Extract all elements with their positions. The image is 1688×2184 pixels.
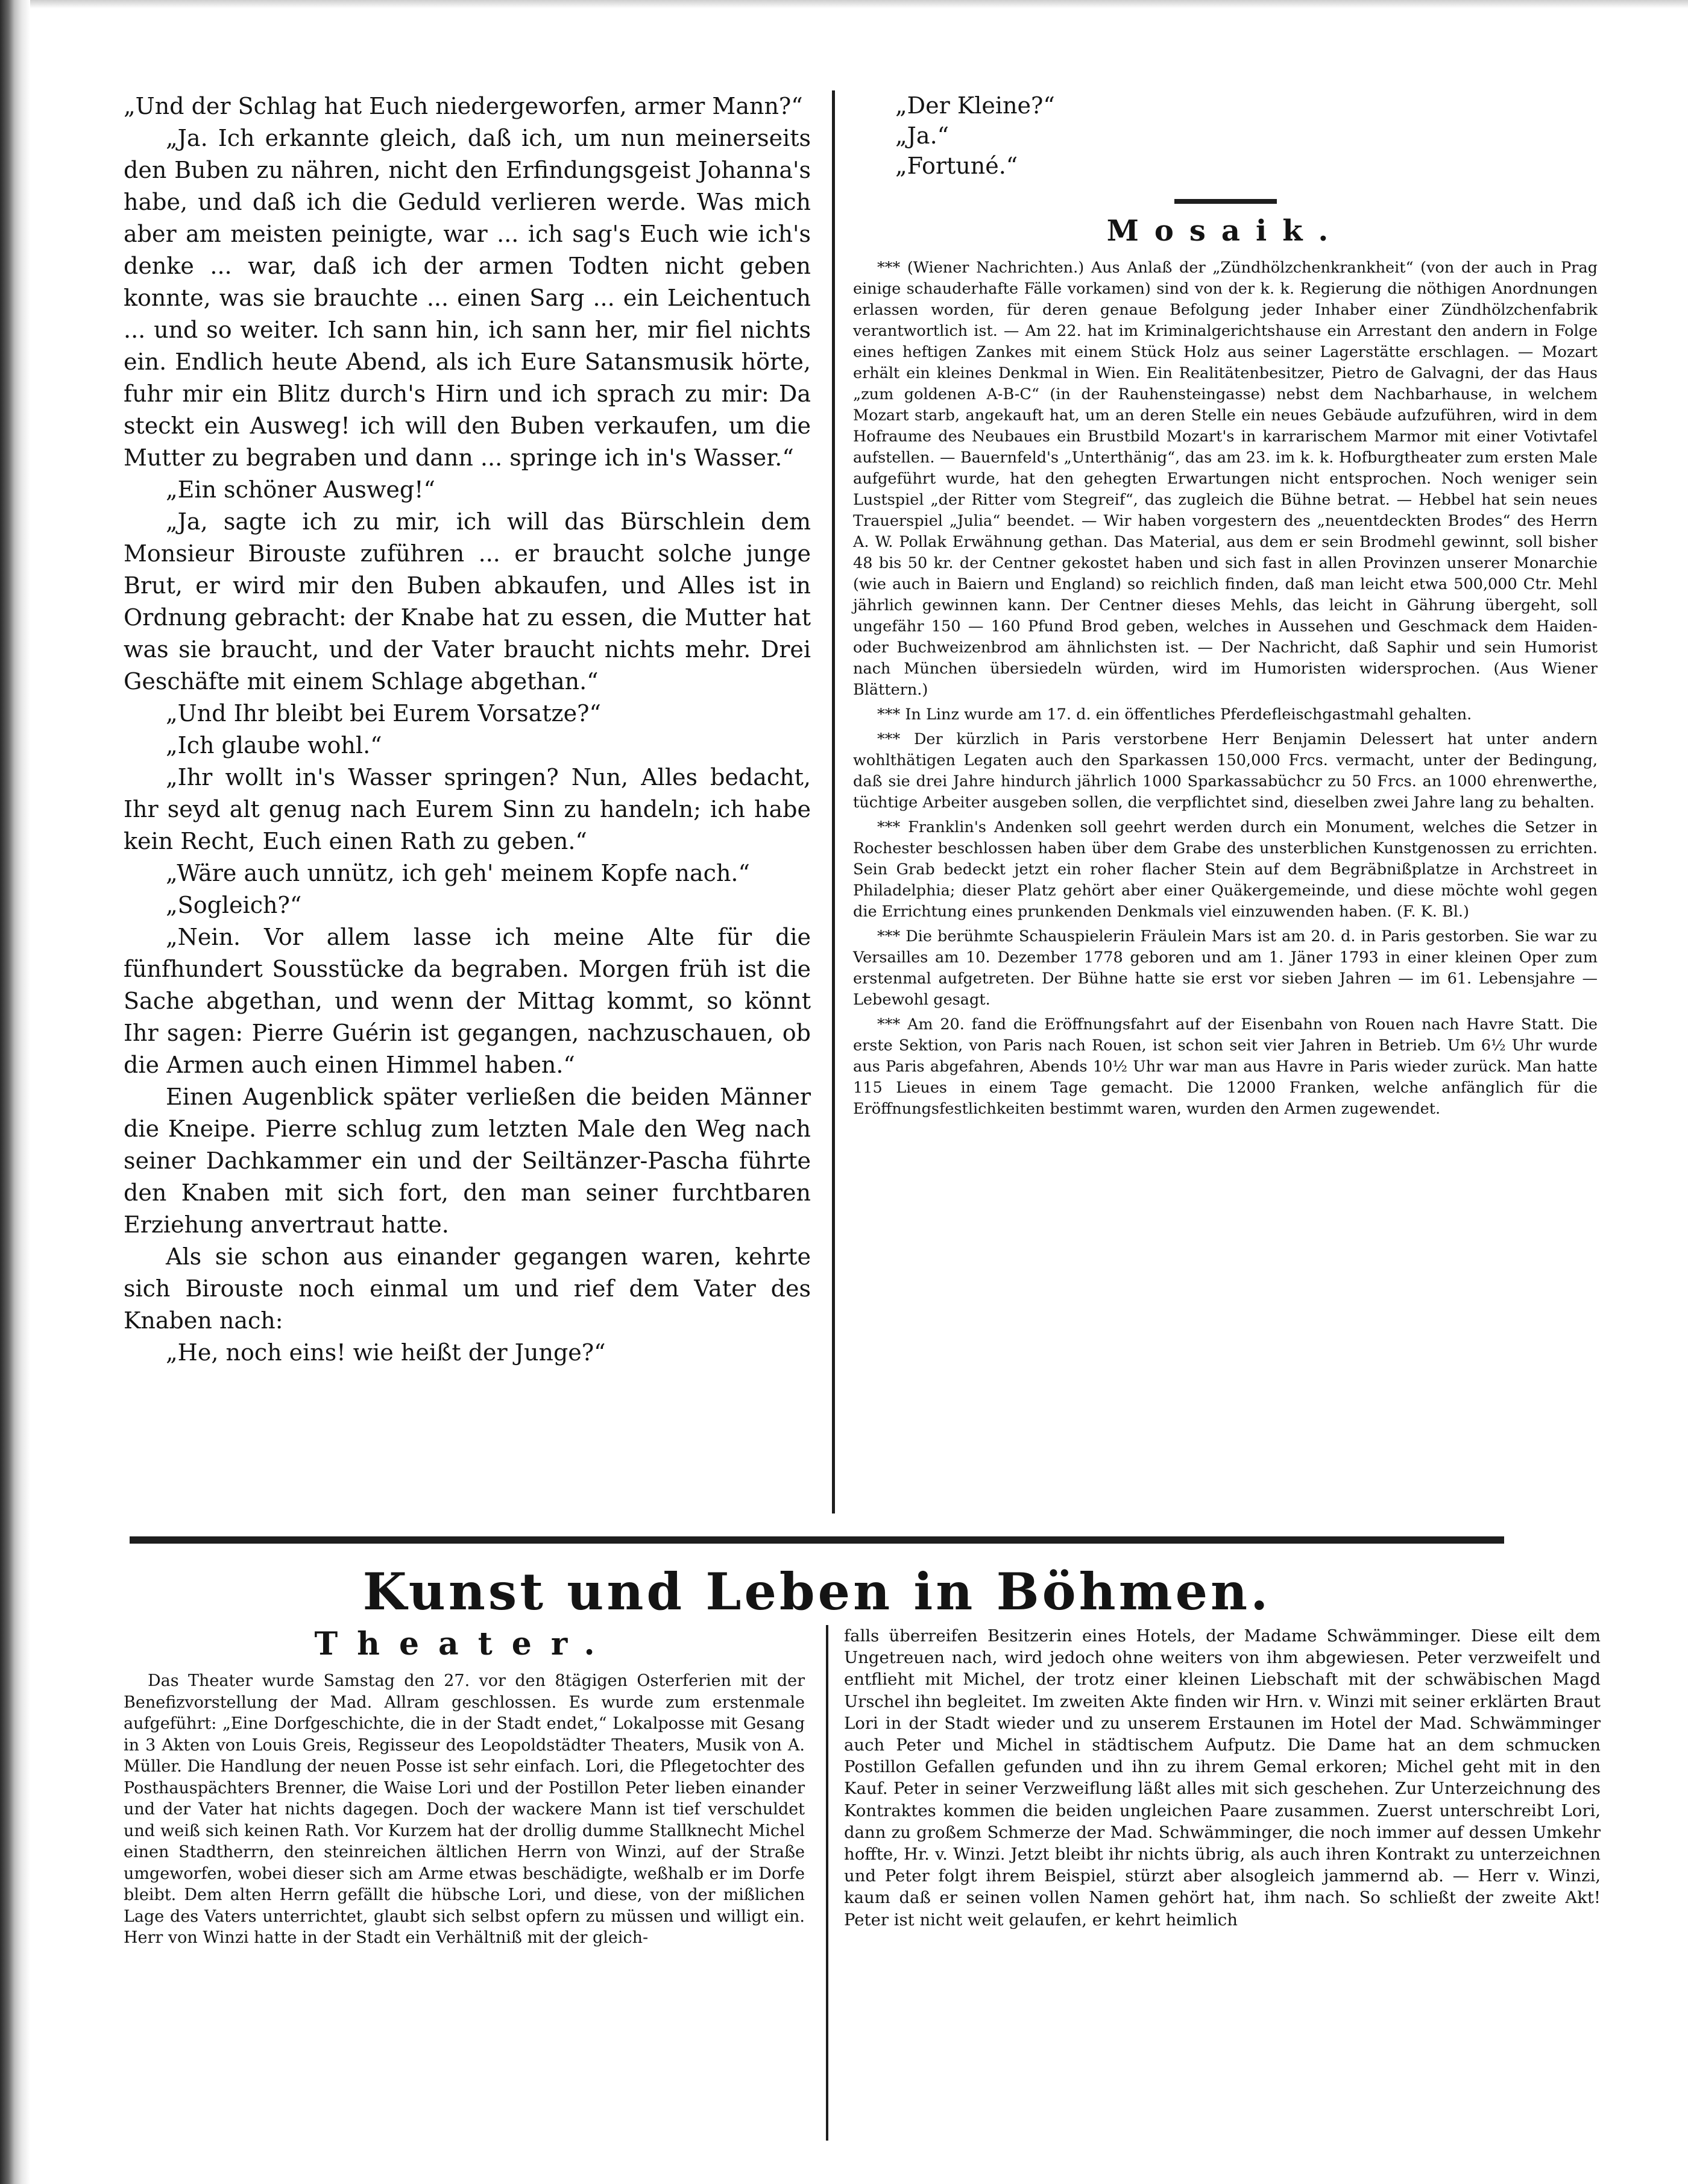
story-paragraph: „Ja, sagte ich zu mir, ich will das Bürschlein dem Monsieur Birouste zuführen ... er braucht solche junge Brut, er wird mir den Buben abkaufen, und Alles ist in Ordnung gebracht: der Knabe hat zu essen, die Mutter hat was sie braucht, und der Vater braucht nichts mehr. Drei Geschäfte mit einem Schlage abgethan.“ xyxy=(124,508,811,695)
review-text: falls überreifen Besitzerin eines Hotels, der Madame Schwämminger. Diese eilt dem Ungetreuen nach, wird jedoch ohne weiters von ihm abgewiesen. Peter verzweifelt und entflieht mit Michel, der trotz einer kleinen Liebschaft mit der schwäbischen Magd Urschel ihn begleitet. Im zweiten Akte finden wir Hrn. v. Winzi mit seiner erklärten Braut Lori in der Stadt wieder und zu unserem Erstaunen im Hotel der Mad. Schwämminger auch Peter und Michel in städtischem Aufputz. Die Dame hat an dem schmucken Postillon Gefallen gefunden und ihn zu ihrem Gemal erkoren; Michel geht mit in den Kauf. Peter in seiner Verzweiflung läßt alles mit sich geschehen. Zur Unterzeichnung des Kontraktes kommen die beiden ungleichen Paare zusammen. Zuerst unterschreibt Lori, dann zu großem Schmerze der Mad. Schwämminger, die noch immer auf dessen Umkehr hoffte, Hr. v. Winzi. Jetzt bleibt ihr nichts übrig, als auch ihren Kontrakt zu unterzeichnen und Peter folgt ihrem Beispiel, stürzt aber alsogleich jammernd ab. — Herr v. Winzi, kaum daß er seinen vollen Namen gehört hat, ihm nach. So schließt der zweite Akt! Peter ist nicht weit gelaufen, er kehrt heimlich xyxy=(844,1626,1601,1930)
dialog-line: „Fortuné.“ xyxy=(895,153,1018,179)
dialog-line: „Der Kleine?“ xyxy=(895,92,1055,119)
story-paragraph: „Ein schöner Ausweg!“ xyxy=(166,476,435,503)
section-separator xyxy=(1174,199,1277,204)
news-item: *** Der kürzlich in Paris verstorbene Herr Benjamin Delessert hat unter andern wohlthätigen Legaten auch den Sparkassen 150,000 Frcs. vermacht, unter der Bedingung, daß sie drei Jahre hindurch jährlich 1000 Sparkassabüchcr zu 50 Frcs. an 1000 ehrenwerthe, tüchtige Arbeiter ausgeben sollen, die verpflichtet sind, dieselben zwei Jahre lang zu behalten. xyxy=(853,730,1598,812)
story-column xyxy=(124,90,811,1369)
story-paragraph: „He, noch eins! wie heißt der Junge?“ xyxy=(166,1339,606,1366)
newspaper-page xyxy=(124,90,1601,2141)
story-paragraph: Als sie schon aus einander gegangen waren, kehrte sich Birouste noch einmal um und rief dem Vater des Knaben nach: xyxy=(124,1243,811,1334)
story-paragraph: „Ihr wollt in's Wasser springen? Nun, Alles bedacht, Ihr seyd alt genug nach Eurem Sinn zu handeln; ich habe kein Recht, Euch einen Rath zu geben.“ xyxy=(124,764,811,854)
story-paragraph: „Sogleich?“ xyxy=(166,892,302,918)
story-paragraph: „Ja. Ich erkannte gleich, daß ich, um nun meinerseits den Buben zu nähren, nicht den Erfindungsgeist Johanna's habe, und daß ich die Geduld verlieren werde. Was mich aber am meisten peinigte, war ... ich sag's Euch wie ich's denke ... war, daß ich der armen Todten nicht geben konnte, was sie brauchte ... einen Sarg ... ein Leichentuch ... und so weiter. Ich sann hin, ich sann her, mir fiel nichts ein. Endlich heute Abend, als ich Eure Satansmusik hörte, fuhr mir ein Blitz durch's Hirn und ich sprach zu mir: Da steckt ein Ausweg! ich will den Buben verkaufen, um die Mutter zu begraben und dann ... springe ich in's Wasser.“ xyxy=(124,125,811,471)
mosaik-heading: Mosaik. xyxy=(1106,214,1344,248)
review-text: Das Theater wurde Samstag den 27. vor den 8tägigen Osterferien mit der Benefizvorstellung der Mad. Allram geschlossen. Es wurde zum erstenmale aufgeführt: „Eine Dorfgeschichte, die in der Stadt endet,“ Lokalposse mit Gesang in 3 Akten von Louis Greis, Regisseur des Leopoldstädter Theaters, Musik von A. Müller. Die Handlung der neuen Posse ist sehr einfach. Lori, die Pflegetochter des Posthauspächters Brenner, die Waise Lori und der Postillon Peter lieben einander und der Vater hat nichts dagegen. Doch der wackere Mann ist tief verschuldet und weiß sich keinen Rath. Vor Kurzem hat der drollig dumme Stallknecht Michel einen Stadtherrn, den steinreichen ältlichen Herrn von Winzi, auf der Straße umgeworfen, wobei dieser sich am Arme etwas beschädigte, weßhalb er im Dorfe bleibt. Dem alten Herrn gefällt die hübsche Lori, und diese, von der mißlichen Lage des Vaters unterrichtet, glaubt sich selbst opfern zu müssen und willigt ein. Herr von Winzi hatte in der Stadt ein Verhältniß mit der gleich- xyxy=(124,1671,805,1947)
section-title: Kunst und Leben in Böhmen. xyxy=(362,1562,1271,1621)
mosaik-column xyxy=(853,90,1598,1120)
section-rule xyxy=(130,1536,1504,1544)
news-item: *** Am 20. fand die Eröffnungsfahrt auf der Eisenbahn von Rouen nach Havre Statt. Die erste Sektion, von Paris nach Rouen, ist schon seit vier Jahren in Betrieb. Um 6½ Uhr wurde aus Paris abgefahren, Abends 10½ Uhr war man aus Havre in Paris wieder zurück. Man hatte 115 Lieues in einem Tage gemacht. Die 12000 Franken, welche anfänglich für die Eröffnungsfestlichkeiten bestimmt waren, wurden den Armen zugewendet. xyxy=(853,1015,1598,1118)
news-item: *** Franklin's Andenken soll geehrt werden durch ein Monument, welches die Setzer in Rochester beschlossen haben über dem Grabe des unsterblichen Kunstgenossen zu errichten. Sein Grab bedeckt jetzt ein roher flacher Stein auf dem Begräbnißplatze in Archstreet in Philadelphia; dieser Platz gehört aber einer Quäkergemeinde, und diese möchte wohl gegen die Errichtung eines prunkenden Denkmals viel einzuwenden haben. (F. K. Bl.) xyxy=(853,818,1598,921)
dialog-line: „Ja.“ xyxy=(895,122,950,149)
news-items xyxy=(853,257,1598,1120)
story-paragraph: „Wäre auch unnütz, ich geh' meinem Kopfe nach.“ xyxy=(166,860,750,886)
news-item: *** In Linz wurde am 17. d. ein öffentliches Pferdefleischgastmahl gehalten. xyxy=(877,705,1472,724)
news-item: *** (Wiener Nachrichten.) Aus Anlaß der „Zündhölzchenkrankheit“ (von der auch in Prag einige schauderhafte Fälle vorkamen) sind von der k. k. Regierung die nöthigen Anordnungen erlassen worden, für deren genaue Befolgung jeder Inhaber einer Zündhölzchenfabrik verantwortlich ist. — Am 22. hat im Kriminalgerichtshause ein Arrestant den andern in Folge eines heftigen Zankes mit einem Stück Holz aus seiner Lagerstätte erschlagen. — Mozart erhält ein kleines Denkmal in Wien. Ein Realitätenbesitzer, Pietro de Galvagni, der das Haus „zum goldenen A-B-C“ (in der Rauhensteingasse) nebst dem Nachbarhause, in welchem Mozart starb, angekauft hat, um an deren Stelle ein neues Gebäude aufzuführen, wird in dem Hofraume des Neubaues ein Brustbild Mozart's in karrarischem Marmor mit einer Votivtafel aufstellen. — Bauernfeld's „Unterthänig“, das am 23. im k. k. Hofburgtheater zum ersten Male aufgeführt wurde, hat den gehegten Erwartungen nicht entsprochen. Noch weniger sein Lustspiel „der Ritter vom Stegreif“, das zugleich die Bühne betrat. — Hebbel hat sein neues Trauerspiel „Julia“ beendet. — Wir haben vorgestern des „neuentdeckten Brodes“ des Herrn A. W. Pollak Erwähnung gethan. Das Material, aus dem er sein Brodmehl gewinnt, soll bisher 48 bis 50 kr. der Centner gekostet haben und sich fast in allen Provinzen unserer Monarchie (wie auch in Baiern und England) so reichlich finden, daß man leicht etwa 500,000 Ctr. Mehl jährlich gewinnen kann. Der Centner dieses Mehls, das leicht in Gährung übergeht, soll ungefähr 150 — 160 Pfund Brod geben, welches in Aussehen und Geschmack dem Haiden- oder Buchweizenbrod am ähnlichsten ist. — Der Nachricht, daß Saphir und sein Humorist nach München übersiedeln würden, wird im Humoristen widersprochen. (Aus Wiener Blättern.) xyxy=(853,259,1598,699)
theater-review-right xyxy=(844,1625,1601,1931)
story-paragraph: „Und Ihr bleibt bei Eurem Vorsatze?“ xyxy=(166,700,601,727)
story-ending xyxy=(853,90,1598,181)
story-paragraph: „Und der Schlag hat Euch niedergeworfen, armer Mann?“ xyxy=(124,93,803,119)
story-paragraph: „Ich glaube wohl.“ xyxy=(166,732,382,759)
scan-page-edge xyxy=(0,0,30,2184)
scan-top-edge xyxy=(30,0,1688,8)
news-item: *** Die berühmte Schauspielerin Fräulein Mars ist am 20. d. in Paris gestorben. Sie war zu Versailles am 10. Dezember 1778 geboren und am 1. Jäner 1793 in einer kleinen Oper zum erstenmal aufgetreten. Der Bühne hatte sie erst vor sieben Jahren — im 61. Lebensjahre — Lebewohl gesagt. xyxy=(853,927,1598,1009)
column-divider-bottom xyxy=(826,1625,828,2141)
theater-review-left xyxy=(124,1670,805,1949)
theater-heading: Theater. xyxy=(314,1626,614,1662)
story-paragraph: „Nein. Vor allem lasse ich meine Alte für die fünfhundert Sousstücke da begraben. Morgen früh ist die Sache abgethan, und wenn der Mittag kommt, so könnt Ihr sagen: Pierre Guérin ist gegangen, nachzuschauen, ob die Armen auch einen Himmel haben.“ xyxy=(124,924,811,1078)
story-paragraph: Einen Augenblick später verließen die beiden Männer die Kneipe. Pierre schlug zum letzten Male den Weg nach seiner Dachkammer ein und der Seiltänzer-Pascha führte den Knaben mit sich fort, den man seiner furchtbaren Erziehung anvertraut hatte. xyxy=(124,1084,811,1238)
column-divider xyxy=(832,90,835,1513)
